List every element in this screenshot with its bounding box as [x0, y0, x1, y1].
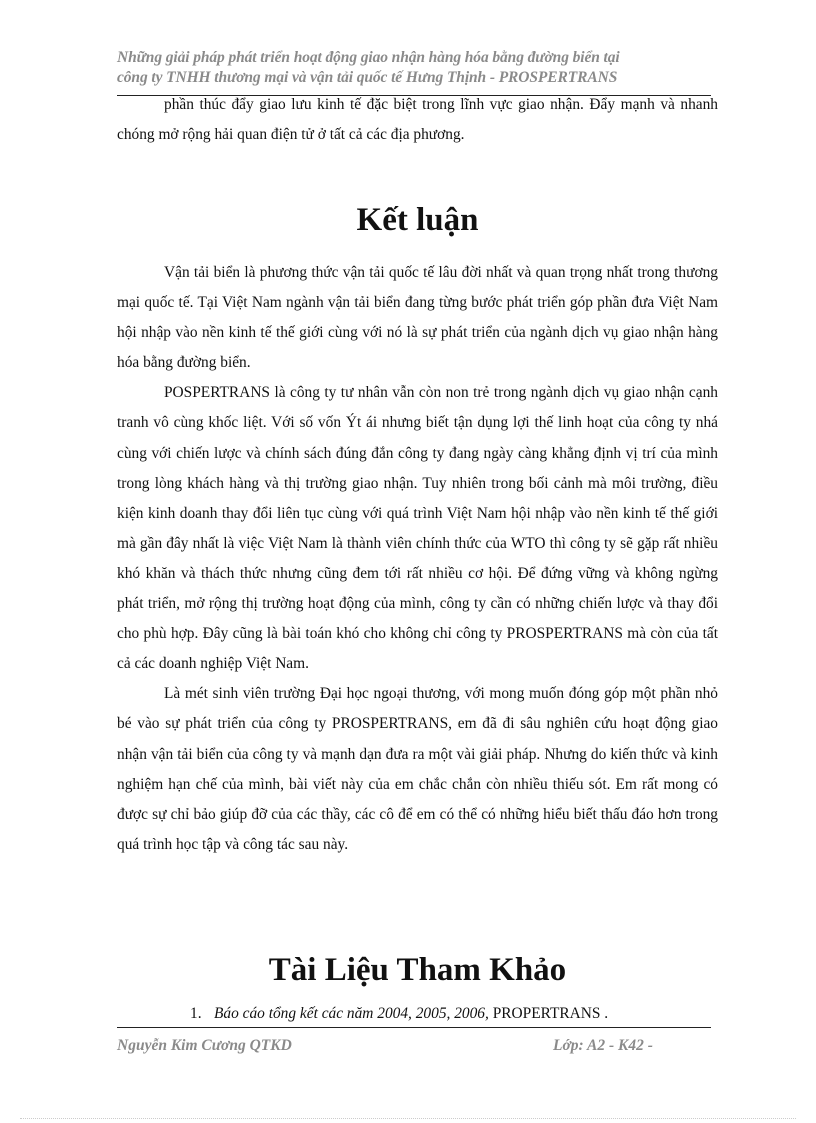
header-line-1: Những giải pháp phát triển hoạt động giao nhận hàng hóa bằng đường biển tại: [117, 49, 620, 66]
reference-item: [190, 1004, 608, 1024]
page-bottom-edge: [20, 1118, 796, 1119]
intro-paragraph-block: [117, 90, 718, 150]
footer-class: Lớp: A2 - K42 -: [553, 1037, 653, 1054]
intro-paragraph: phần thúc đẩy giao lưu kinh tế đặc biệt trong lĩnh vực giao nhận. Đẩy mạnh và nhanh chóng mở rộng hải quan điện tử ở tất cả các địa phương.: [117, 96, 718, 144]
footer-author: Nguyễn Kim Cương QTKD: [117, 1037, 292, 1054]
reference-number: 1.: [190, 1005, 202, 1022]
conclusion-paragraph-3: Là mét sinh viên trường Đại học ngoại thương, với mong muốn đóng góp một phần nhỏ bé vào sự phát triển của công ty PROSPERTRANS, em đã đi sâu nghiên cứu hoạt động giao nhận vận tải biển của công ty và mạnh dạn đưa ra một vài giải pháp. Nhưng do kiến thức và kinh nghiệm hạn chế của mình, bài viết này của em chắc chắn còn nhiều thiếu sót. Em rất mong có được sự chỉ bảo giúp đỡ của các thầy, các cô để em có thể có những hiểu biết thấu đáo hơn trong quá trình học tập và công tác sau này.: [117, 685, 718, 853]
reference-source: PROPERTRANS .: [488, 1005, 609, 1022]
conclusion-title: Kết luận: [356, 202, 479, 238]
references-title: Tài Liệu Tham Khảo: [268, 952, 567, 988]
reference-title: Báo cáo tổng kết các năm 2004, 2005, 2006,: [214, 1005, 489, 1022]
page-header: [117, 48, 711, 88]
conclusion-paragraph-2: POSPERTRANS là công ty tư nhân vẫn còn non trẻ trong ngành dịch vụ giao nhận cạnh tranh vô cùng khốc liệt. Với số vốn Ýt ái nhưng biết tận dụng lợi thế linh hoạt của công ty nhá cùng với chiến lược và chính sách đúng đắn công ty đang ngày càng khẳng định vị trí của mình trong lòng khách hàng và thị trường giao nhận. Tuy nhiên trong bối cảnh mà môi trường, điều kiện kinh doanh thay đổi liên tục cùng với quá trình Việt Nam hội nhập vào nền kinh tế thế giới mà gần đây nhất là việc Việt Nam là thành viên chính thức của WTO thì công ty sẽ gặp rất nhiều khó khăn và thách thức nhưng cũng đem tới rất nhiều cơ hội. Để đứng vững và không ngừng phát triển, mở rộng thị trường hoạt động của mình, công ty cần có những chiến lược và thay đổi cho phù hợp. Đây cũng là bài toán khó cho không chỉ công ty PROSPERTRANS mà còn của tất cả các doanh nghiệp Việt Nam.: [117, 384, 718, 673]
footer-divider: [117, 1027, 711, 1028]
conclusion-paragraph-1: Vận tải biển là phương thức vận tải quốc tế lâu đời nhất và quan trọng nhất trong thương mại quốc tế. Tại Việt Nam ngành vận tải biển đang từng bước phát triển góp phần đưa Việt Nam hội nhập vào nền kinh tế thế giới cùng với nó là sự phát triển của ngành dịch vụ giao nhận hàng hóa bằng đường biển.: [117, 264, 718, 372]
header-line-2: công ty TNHH thương mại và vận tải quốc tế Hưng Thịnh - PROSPERTRANS: [117, 69, 618, 86]
conclusion-body: [117, 258, 718, 860]
